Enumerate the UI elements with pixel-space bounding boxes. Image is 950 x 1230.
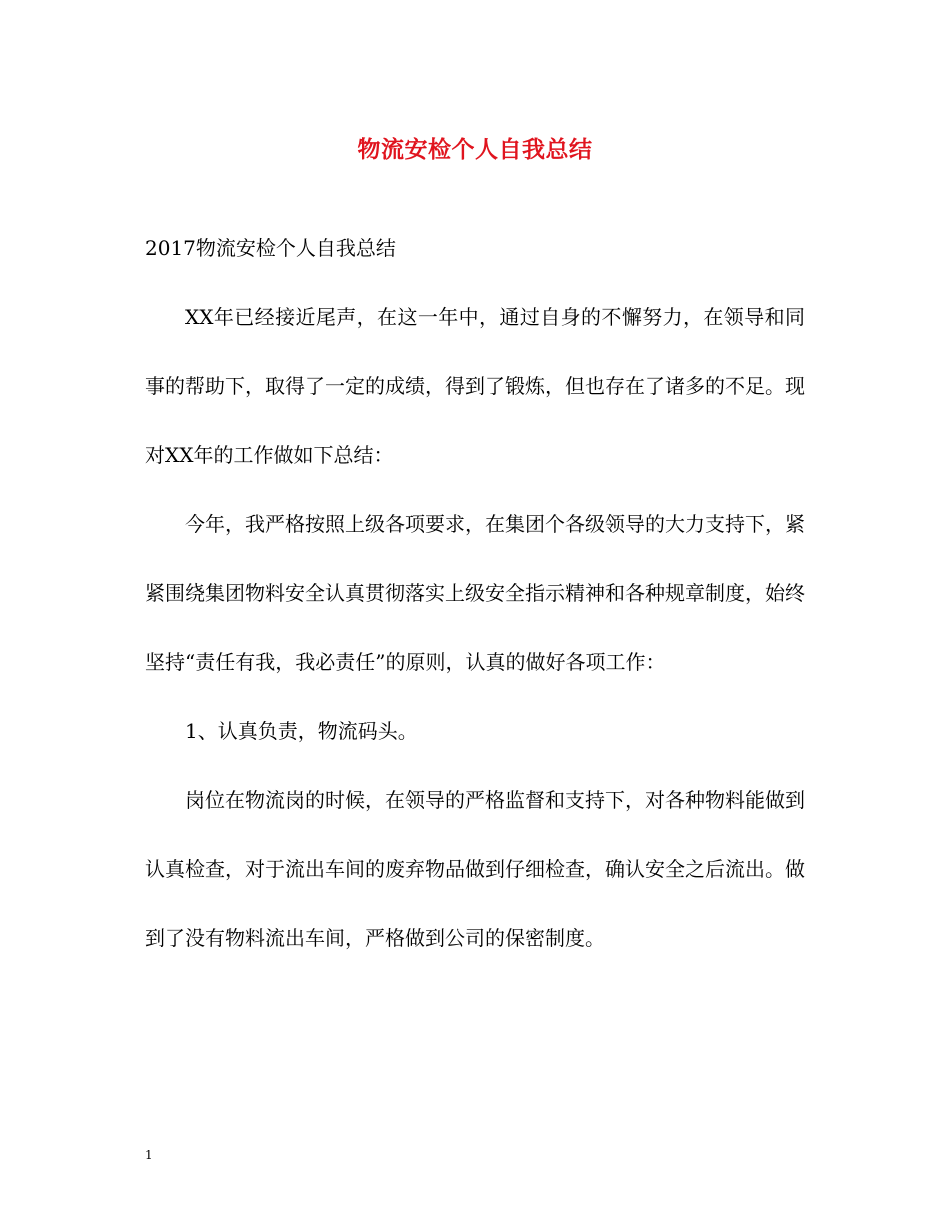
section-heading-1: 1、认真负责，物流码头。 (185, 719, 418, 743)
work-paragraph: 今年，我严格按照上级各项要求，在集团个各级领导的大力支持下，紧紧围绕集团物料安全认真贯彻落实上级安全指示精神和各种规章制度，始终坚持“责任有我，我必责任”的原则，认真的做好各项工作： (145, 512, 805, 674)
document-title: 物流安检个人自我总结 (357, 136, 593, 163)
intro-paragraph: XX年已经接近尾声，在这一年中，通过自身的不懈努力，在领导和同事的帮助下，取得了一定的成绩，得到了锻炼，但也存在了诸多的不足。现对XX年的工作做如下总结： (145, 305, 805, 467)
page-number: 1 (145, 1148, 153, 1162)
document-body (145, 214, 805, 973)
section-1-paragraph: 岗位在物流岗的时候，在领导的严格监督和支持下，对各种物料能做到认真检查，对于流出车间的废弃物品做到仔细检查，确认安全之后流出。做到了没有物料流出车间，严格做到公司的保密制度。 (145, 788, 805, 950)
subtitle-paragraph: 2017物流安检个人自我总结 (145, 236, 396, 260)
